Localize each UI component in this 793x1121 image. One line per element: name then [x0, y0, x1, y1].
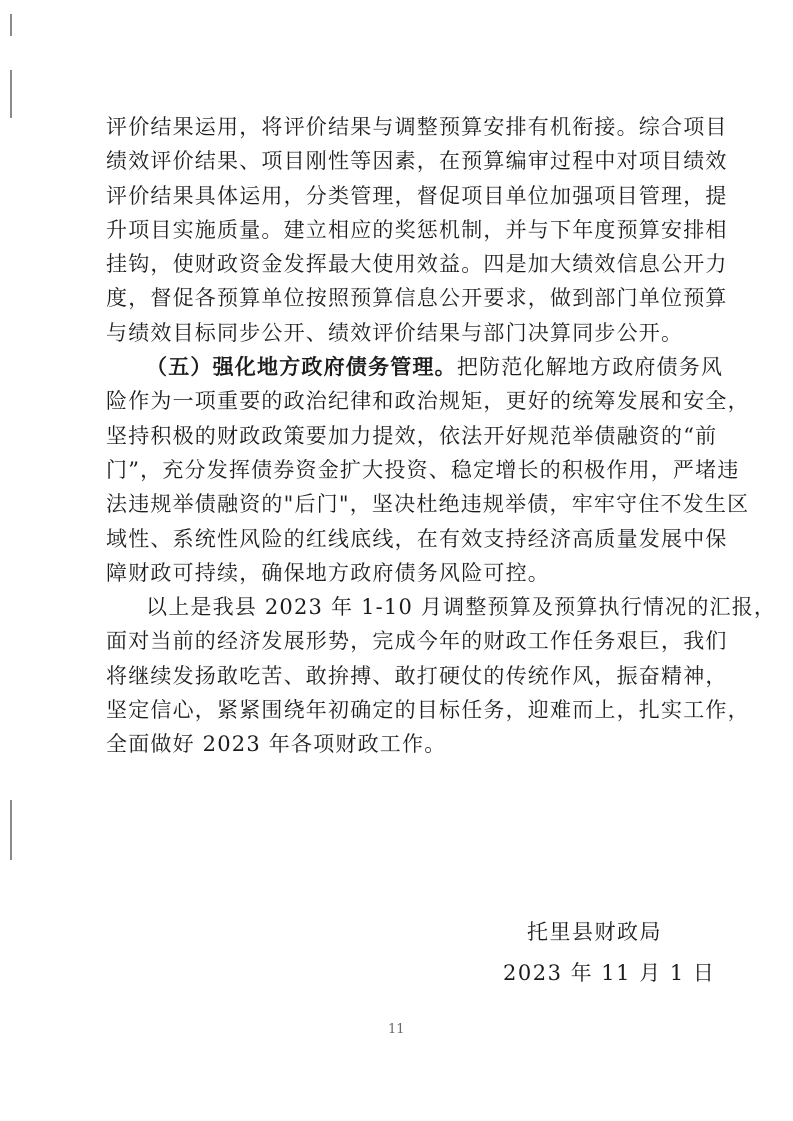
document-body	[106, 112, 777, 764]
text-line: 挂钩，使财政资金发挥最大使用效益。四是加大绩效信息公开力	[106, 252, 728, 277]
text-line: 以上是我县 2023 年 1-10 月调整预算及预算执行情况的汇报，	[146, 595, 777, 620]
text-line: 与绩效目标同步公开、绩效评价结果与部门决算同步公开。	[106, 320, 684, 345]
page-number: 11	[388, 1022, 405, 1037]
text-line: 障财政可持续，确保地方政府债务风险可控。	[106, 560, 550, 585]
section-heading: （五）强化地方政府债务管理。	[146, 354, 457, 380]
text-line: 度，督促各预算单位按照预算信息公开要求，做到部门单位预算	[106, 286, 728, 311]
text-line: 绩效评价结果、项目刚性等因素，在预算编审过程中对项目绩效	[106, 149, 728, 174]
signature-date: 2023 年 11 月 1 日	[503, 961, 716, 985]
text-line: 评价结果运用，将评价结果与调整预算安排有机衔接。综合项目	[106, 115, 728, 139]
text-line: 面对当前的经济发展形势，完成今年的财政工作任务艰巨，我们	[106, 629, 728, 654]
scan-edge-mark	[10, 14, 12, 36]
section-heading-line	[106, 352, 724, 386]
text-line: 门”，充分发挥债券资金扩大投资、稳定增长的积极作用，严堵违	[106, 457, 740, 482]
section-text: 把防范化解地方政府债务风	[456, 355, 724, 380]
text-line: 将继续发扬敢吃苦、敢拚搏、敢打硬仗的传统作风，振奋精神，	[106, 663, 728, 688]
scan-edge-mark	[10, 800, 12, 860]
text-line: 险作为一项重要的政治纪律和政治规矩，更好的统筹发展和安全，	[106, 389, 750, 414]
text-line: 法违规举债融资的"后门"，坚决杜绝违规举债，牢牢守住不发生区	[106, 492, 750, 517]
text-line: 坚持积极的财政政策要加力提效，依法开好规范举债融资的“前	[106, 423, 718, 448]
text-line: 全面做好 2023 年各项财政工作。	[106, 732, 447, 757]
text-line: 评价结果具体运用，分类管理，督促项目单位加强项目管理，提	[106, 183, 728, 208]
text-line: 域性、系统性风险的红线底线，在有效支持经济高质量发展中保	[106, 526, 728, 551]
text-line: 坚定信心，紧紧围绕年初确定的目标任务，迎难而上，扎实工作，	[106, 698, 750, 723]
scan-edge-mark	[10, 70, 12, 118]
text-line: 升项目实施质量。建立相应的奖惩机制，并与下年度预算安排相	[106, 217, 728, 242]
signature-organization: 托里县财政局	[527, 920, 662, 944]
